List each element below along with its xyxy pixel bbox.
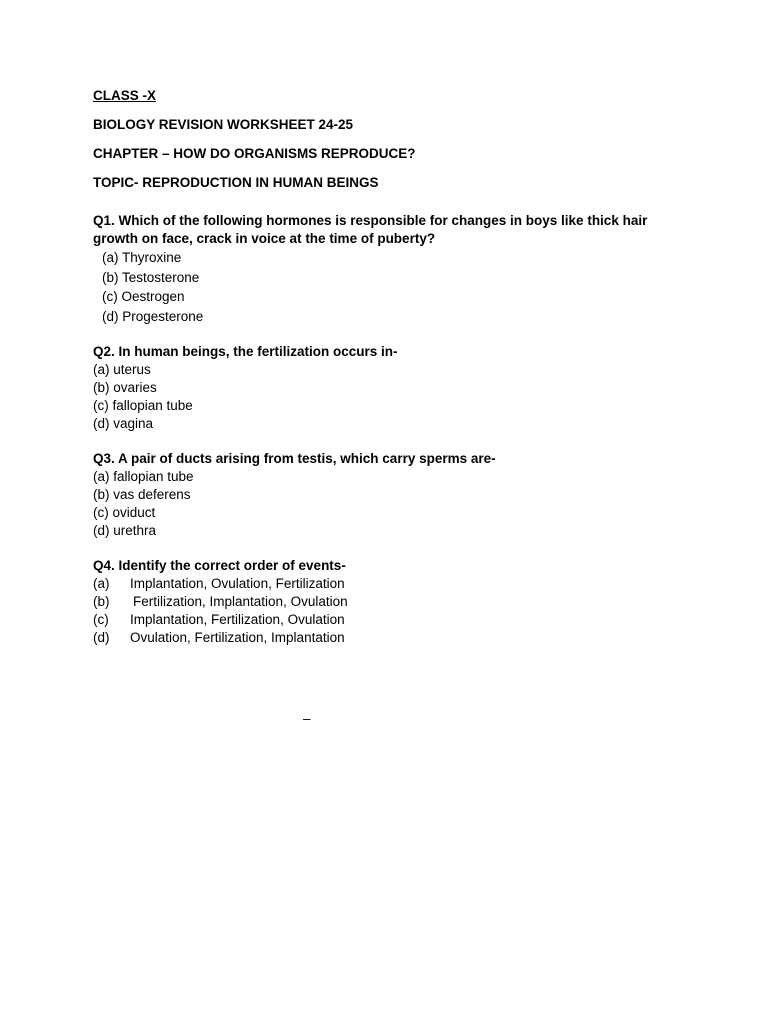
question-4-option-c-text: Implantation, Fertilization, Ovulation [130,612,345,627]
question-1-text-line-1: Q1. Which of the following hormones is responsible for changes in boys like thick hair [93,213,648,228]
question-1-option-c: (c) Oestrogen [102,289,185,304]
question-1-text-line-2: growth on face, crack in voice at the time of puberty? [93,231,436,246]
question-2-option-a: (a) uterus [93,362,151,377]
question-4-option-a-label: (a) [93,576,110,591]
question-4-option-c-label: (c) [93,612,109,627]
question-4-option-d-label: (d) [93,630,110,645]
chapter-title: CHAPTER – HOW DO ORGANISMS REPRODUCE? [93,146,416,161]
question-4-text: Q4. Identify the correct order of events- [93,558,346,573]
question-2-option-d: (d) vagina [93,416,154,431]
question-3 [93,450,693,540]
question-2-text: Q2. In human beings, the fertilization occurs in- [93,344,398,359]
question-1 [93,212,693,326]
question-4-option-d [93,629,693,647]
question-1-option-d: (d) Progesterone [102,308,204,324]
question-3-option-a: (a) fallopian tube [93,469,194,484]
question-4-option-c [93,611,693,629]
question-4-option-b-text: Fertilization, Implantation, Ovulation [133,594,348,609]
question-2 [93,343,693,433]
class-title: CLASS -X [93,88,157,103]
question-3-option-d: (d) urethra [93,523,157,538]
question-1-option-a: (a) Thyroxine [102,250,182,265]
question-4-option-a [93,575,693,593]
question-4 [93,557,693,647]
question-4-option-a-text: Implantation, Ovulation, Fertilization [130,576,345,591]
question-4-option-d-text: Ovulation, Fertilization, Implantation [130,630,345,645]
topic-title: TOPIC- REPRODUCTION IN HUMAN BEINGS [93,175,379,190]
question-4-option-b [93,593,693,611]
worksheet-page [93,87,693,647]
worksheet-title: BIOLOGY REVISION WORKSHEET 24-25 [93,117,354,132]
question-2-option-b: (b) ovaries [93,380,157,395]
question-3-option-b: (b) vas deferens [93,487,191,502]
question-3-option-c: (c) oviduct [93,505,156,520]
question-2-option-c: (c) fallopian tube [93,398,193,413]
question-1-option-b: (b) Testosterone [102,269,200,285]
question-4-option-b-label: (b) [93,594,110,609]
question-3-text: Q3. A pair of ducts arising from testis, which carry sperms are- [93,451,496,466]
footer-dash: – [303,711,311,726]
